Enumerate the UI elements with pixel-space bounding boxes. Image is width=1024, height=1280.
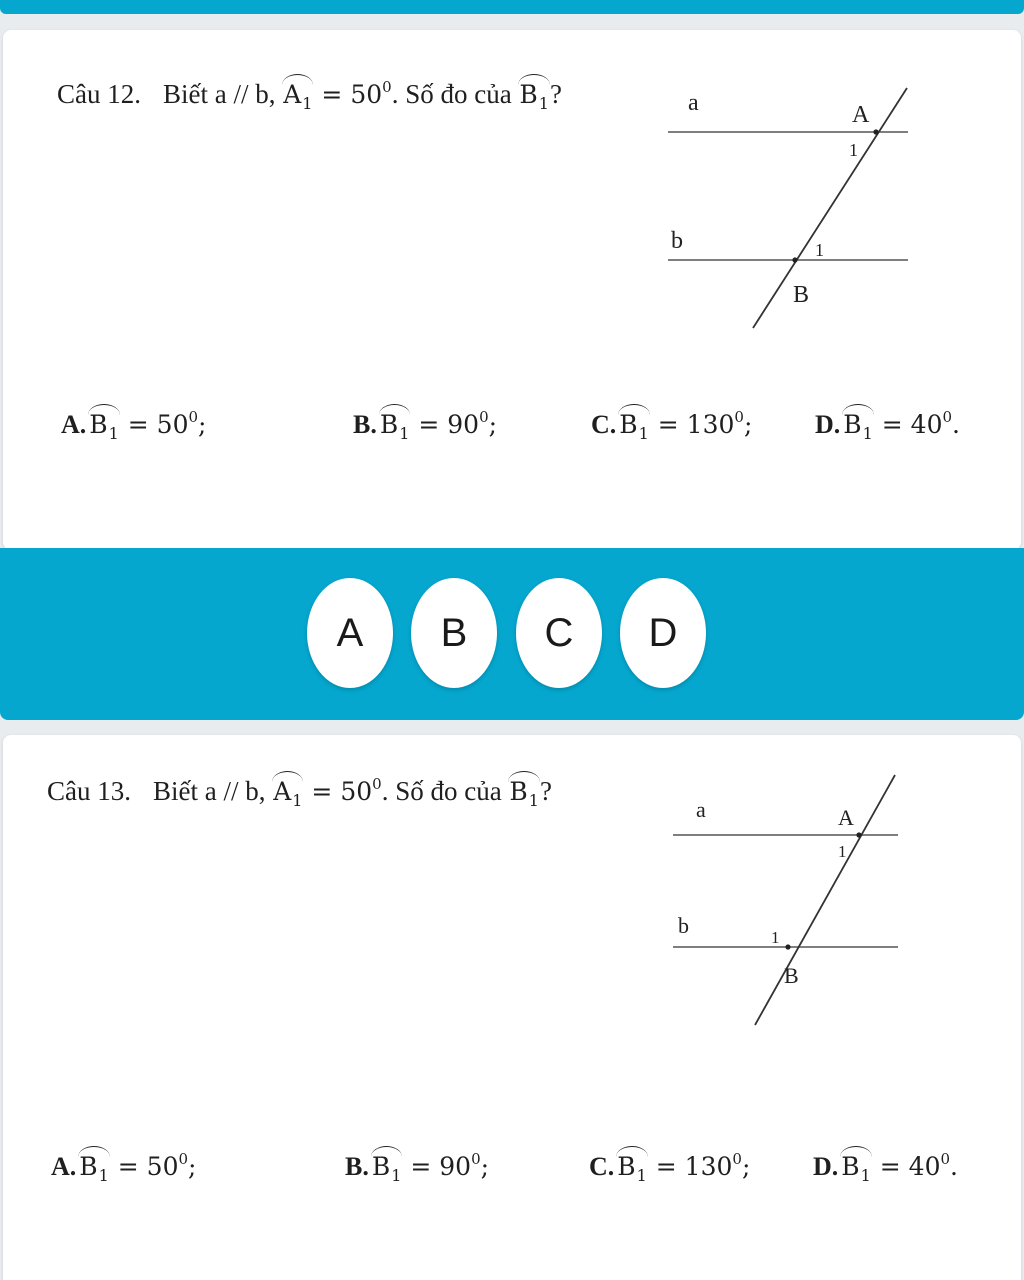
label-angle-a1: 1: [838, 842, 847, 861]
question-middle: . Số đo của: [391, 79, 512, 109]
given-angle: $A_1 = 50^0$: [283, 78, 392, 113]
parallel-lines-figure: [658, 765, 918, 1035]
question-end: ?: [549, 79, 562, 109]
asked-angle: $B_1$: [519, 80, 549, 113]
point-b-dot: [785, 944, 790, 949]
label-point-b: B: [793, 282, 810, 308]
question-number: Câu 13.: [47, 776, 131, 806]
transversal: [755, 775, 895, 1025]
question-prefix: Biết a // b,: [153, 776, 266, 806]
label-point-b: B: [784, 963, 799, 988]
label-angle-b1: 1: [771, 928, 780, 947]
label-line-b: b: [678, 913, 689, 938]
option-b[interactable]: B. $B_1 = 90^0$;: [353, 408, 498, 443]
point-b-dot: [792, 257, 797, 262]
top-accent-bar: [0, 0, 1024, 14]
option-c[interactable]: C. $B_1 = 130^0$;: [591, 408, 753, 443]
point-a-dot: [873, 129, 878, 134]
question-text: [47, 775, 552, 810]
asked-angle: $B_1$: [509, 777, 539, 810]
label-angle-b1: 1: [815, 240, 824, 260]
point-a-dot: [856, 832, 861, 837]
answer-button-c[interactable]: C: [516, 578, 602, 688]
answer-options: [3, 1150, 1021, 1190]
label-angle-a1: 1: [849, 140, 858, 160]
answer-options: [3, 408, 1021, 448]
label-line-b: b: [671, 228, 683, 254]
question-prefix: Biết a // b,: [163, 79, 276, 109]
option-b[interactable]: B. $B_1 = 90^0$;: [345, 1150, 490, 1185]
answer-bar: [0, 548, 1024, 720]
label-point-a: A: [838, 805, 854, 830]
option-d[interactable]: D. $B_1 = 40^0$.: [813, 1150, 958, 1185]
answer-button-b[interactable]: B: [411, 578, 497, 688]
question-end: ?: [539, 776, 552, 806]
given-angle: $A_1 = 50^0$: [273, 775, 382, 810]
label-line-a: a: [696, 797, 706, 822]
answer-button-a[interactable]: A: [307, 578, 393, 688]
label-point-a: A: [852, 102, 870, 128]
question-number: Câu 12.: [57, 79, 141, 109]
question-middle: . Số đo của: [381, 776, 502, 806]
question-card-13: [3, 735, 1021, 1280]
option-d[interactable]: D. $B_1 = 40^0$.: [815, 408, 960, 443]
question-card-12: [3, 30, 1021, 550]
option-c[interactable]: C. $B_1 = 130^0$;: [589, 1150, 751, 1185]
transversal: [753, 88, 907, 328]
answer-button-d[interactable]: D: [620, 578, 706, 688]
label-line-a: a: [688, 90, 699, 116]
option-a[interactable]: A. $B_1 = 50^0$;: [61, 408, 207, 443]
question-text: [57, 78, 562, 113]
parallel-lines-figure: [653, 52, 923, 332]
option-a[interactable]: A. $B_1 = 50^0$;: [51, 1150, 197, 1185]
